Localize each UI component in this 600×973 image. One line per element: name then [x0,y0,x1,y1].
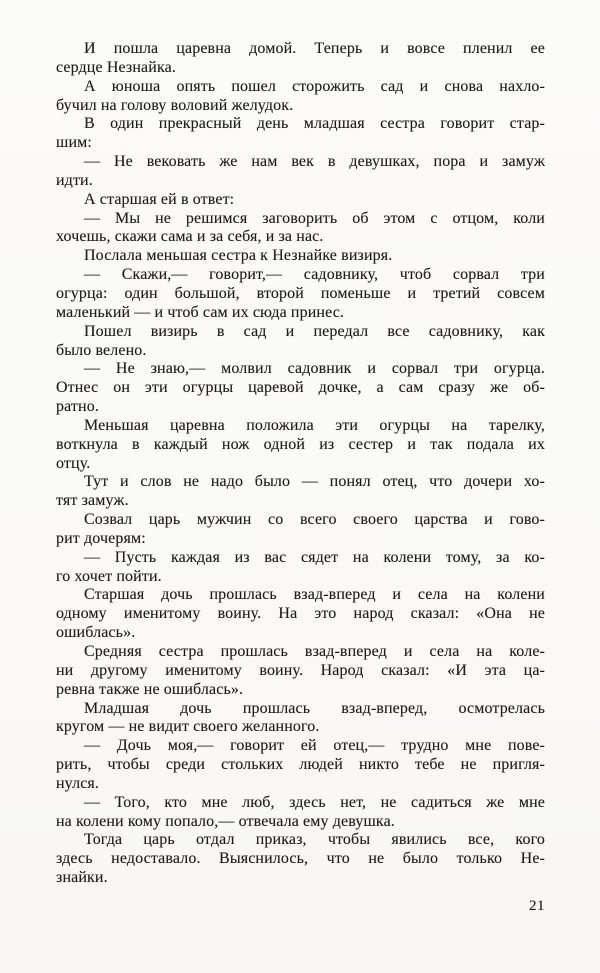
text-line: Младшая дочь прошлась взад-вперед, осмотрелась [84,699,545,717]
text-line: В один прекрасный день младшая сестра говорит стар- [84,115,545,133]
text-line: ни другому именитому воину. Народ сказал: «И эта ца- [56,661,545,679]
text-line: идти. [56,171,93,189]
paragraph [56,586,545,643]
text-line: воткнула в каждый нож одной из сестер и так подала их [56,435,545,453]
text-line: И пошла царевна домой. Теперь и вовсе пленил ее [84,40,545,57]
text-line: здесь недоставало. Выяснилось, что не было только Не- [56,850,545,868]
paragraph [56,40,545,78]
text-line: Созвал царь мужчин со всего своего царства и гово- [84,511,545,529]
story-text-block [56,40,545,888]
text-line: — Скажи,— говорит,— садовнику, чтоб сорвал три [84,266,545,284]
paragraph [56,643,545,700]
text-line: тят замуж. [56,492,129,510]
text-line: огурца: один большой, второй поменьше и третий совсем [56,284,545,302]
paragraph [56,191,545,210]
paragraph [56,473,545,511]
text-line: было велено. [56,341,147,359]
paragraph [56,360,545,417]
text-line: знайки. [56,869,108,887]
text-line: одному именитому воину. На это народ сказал: «Она не [56,605,545,623]
text-line: Пошел визирь в сад и передал все садовнику, как [84,322,545,340]
text-line: сердце Незнайка. [56,58,176,76]
text-line: Тогда царь отдал приказ, чтобы явились все, кого [84,831,545,849]
page-number: 21 [529,898,545,914]
text-line: — Мы не решимся заговорить об этом с отцом, коли [84,209,545,227]
text-line: Отнес он эти огурцы царевой дочке, а сам сразу же об- [56,379,545,397]
text-line: хочешь, скажи сама и за себя, и за нас. [56,228,324,246]
paragraph [56,247,545,266]
text-line: Тут и слов не надо было — понял отец, что дочери хо- [84,473,545,491]
text-line: — Не вековать же нам век в девушках, пора и замуж [84,153,545,171]
paragraph [56,794,545,832]
text-line: А юноша опять пошел сторожить сад и снова нахло- [84,77,545,95]
text-line: ратно. [56,398,99,416]
paragraph [56,831,545,888]
text-line: маленький — и чтоб сам их сюда принес. [56,303,345,321]
text-line: Старшая дочь прошлась взад-вперед и села на колени [84,586,545,604]
text-line: рить, чтобы среди стольких людей никто тебе не пригля- [56,756,545,774]
text-line: отцу. [56,454,91,472]
text-line: ревна также не ошиблась». [56,680,244,698]
text-line: нулся. [56,774,100,792]
paragraph [56,700,545,738]
paragraph [56,266,545,323]
text-line: А старшая ей в ответ: [84,190,235,208]
text-line: — Не знаю,— молвил садовник и сорвал три огурца. [84,360,545,378]
text-line: Меньшая царевна положила эти огурцы на тарелку, [84,416,545,434]
paragraph [56,511,545,549]
paragraph [56,210,545,248]
text-line: шим: [56,134,92,152]
paragraph [56,153,545,191]
text-line: рит дочерям: [56,529,146,547]
paragraph [56,78,545,116]
paragraph [56,737,545,794]
paragraph [56,323,545,361]
text-line: кругом — не видит своего желанного. [56,718,320,736]
text-line: на колени кому попало,— отвечала ему девушка. [56,812,395,830]
text-line: — Пусть каждая из вас сядет на колени тому, за ко- [84,548,545,566]
text-line: бучил на голову воловий желудок. [56,96,294,114]
text-line: — Того, кто мне люб, здесь нет, не садиться же мне [84,793,545,811]
paragraph [56,549,545,587]
text-line: — Дочь моя,— говорит ей отец,— трудно мне пове- [84,737,545,755]
text-line: го хочет пойти. [56,567,162,585]
text-line: ошиблась». [56,624,136,642]
text-line: Средняя сестра прошлась взад-вперед и села на коле- [84,643,545,660]
paragraph [56,115,545,153]
text-line: Послала меньшая сестра к Незнайке визиря. [84,247,393,265]
paragraph [56,417,545,474]
